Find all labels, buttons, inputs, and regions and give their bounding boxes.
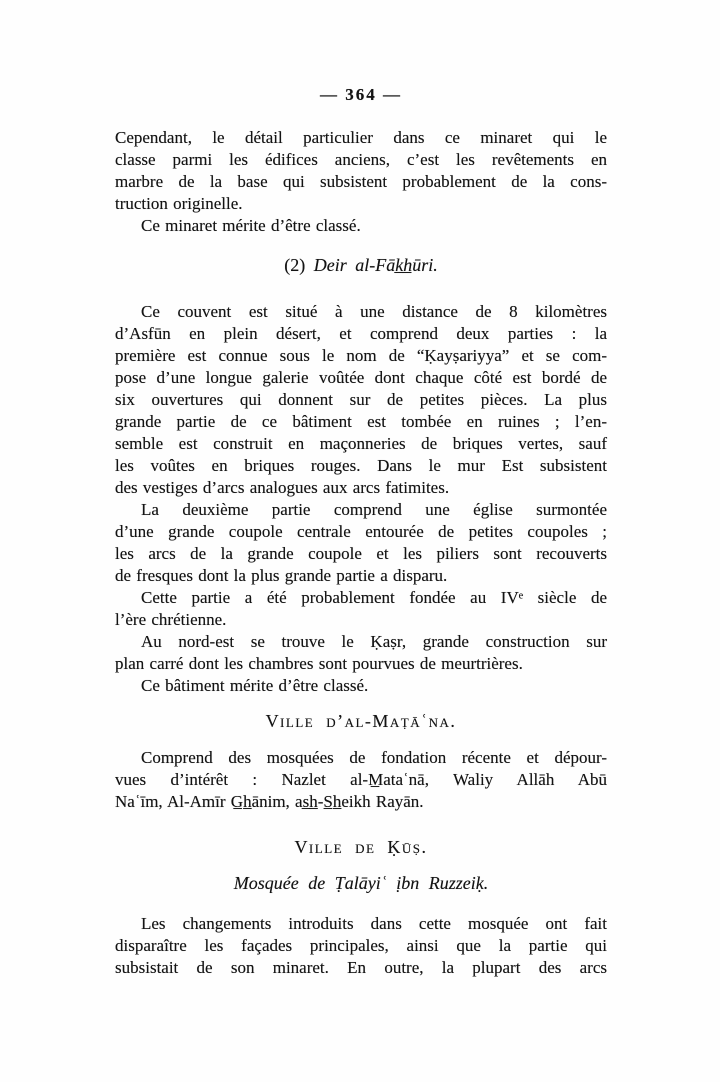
text-line: les arcs de la grande coupole et les piliers sont recouverts [115, 544, 607, 563]
text-line: des vestiges d’arcs analogues aux arcs fatimites. [115, 478, 450, 497]
deir-paragraph-3 [115, 587, 607, 631]
deir-heading-title: Deir al-Fāk̲h̲ūri. [313, 255, 438, 275]
text-line: La deuxième partie comprend une église surmontée [141, 500, 607, 519]
intro-classement-paragraph [115, 215, 607, 237]
text-line: première est connue sous le nom de “Ḳayṣariyya” et se com- [115, 346, 607, 365]
kus-paragraph [115, 913, 607, 979]
deir-section-heading [115, 253, 607, 277]
text-line: Cette partie a été probablement fondée au IVᵉ siècle de [141, 588, 607, 607]
text-line: les voûtes en briques rouges. Dans le mur Est subsistent [115, 456, 607, 475]
text-line: vues d’intérêt : Nazlet al-M̲ataʿnā, Waliy Allāh Abū [115, 770, 607, 789]
text-line: d’une grande coupole centrale entourée de petites coupoles ; [115, 522, 607, 541]
deir-paragraph-1 [115, 301, 607, 499]
text-line: Ce couvent est situé à une distance de 8 kilomètres [141, 302, 607, 321]
text-line: subsistait de son minaret. En outre, la plupart des arcs [115, 958, 607, 977]
text-line: Ce bâtiment mérite d’être classé. [141, 676, 369, 695]
text-line: Au nord-est se trouve le Ḳaṣr, grande construction sur [141, 632, 607, 651]
text-line: truction originelle. [115, 194, 243, 213]
text-line: Ce minaret mérite d’être classé. [141, 216, 361, 235]
page-number: — 364 — [320, 85, 402, 104]
kus-section-heading: Ville de Ḳūṣ. [294, 837, 428, 857]
text-line: de fresques dont la plus grande partie a disparu. [115, 566, 448, 585]
text-line: l’ère chrétienne. [115, 610, 227, 629]
text-line: pose d’une longue galerie voûtée dont chaque côté est bordé de [115, 368, 607, 387]
text-line: Comprend des mosquées de fondation récente et dépour- [141, 748, 607, 767]
deir-paragraph-2 [115, 499, 607, 587]
deir-heading-number: (2) [284, 255, 306, 275]
text-line: six ouvertures qui donnent sur de petites pièces. La plus [115, 390, 607, 409]
mataana-section-heading: Ville d’al-Maṭāʿna. [265, 711, 457, 731]
text-line: Cependant, le détail particulier dans ce minaret qui le [115, 128, 607, 147]
text-line: d’Asfūn en plein désert, et comprend deux parties : la [115, 324, 607, 343]
text-block [115, 0, 607, 979]
text-line: Naʿīm, Al-Amīr G̲h̲ānim, as̲h̲-S̲h̲eikh Rayān. [115, 792, 424, 811]
text-line: Les changements introduits dans cette mosquée ont fait [141, 914, 607, 933]
text-line: grande partie de ce bâtiment est tombée en ruines ; l’en- [115, 412, 607, 431]
text-line: marbre de la base qui subsistent probablement de la cons- [115, 172, 607, 191]
mosque-subheading: Mosquée de Ṭalāyiʿ ịbn Ruzzeiḳ. [233, 873, 489, 893]
mataana-paragraph [115, 747, 607, 813]
intro-paragraph [115, 127, 607, 215]
deir-classement-paragraph [115, 675, 607, 697]
deir-paragraph-4 [115, 631, 607, 675]
text-line: plan carré dont les chambres sont pourvues de meurtrières. [115, 654, 523, 673]
text-line: semble est construit en maçonneries de briques vertes, sauf [115, 434, 607, 453]
text-line: disparaître les façades principales, ainsi que la partie qui [115, 936, 607, 955]
text-line: classe parmi les édifices anciens, c’est les revêtements en [115, 150, 607, 169]
